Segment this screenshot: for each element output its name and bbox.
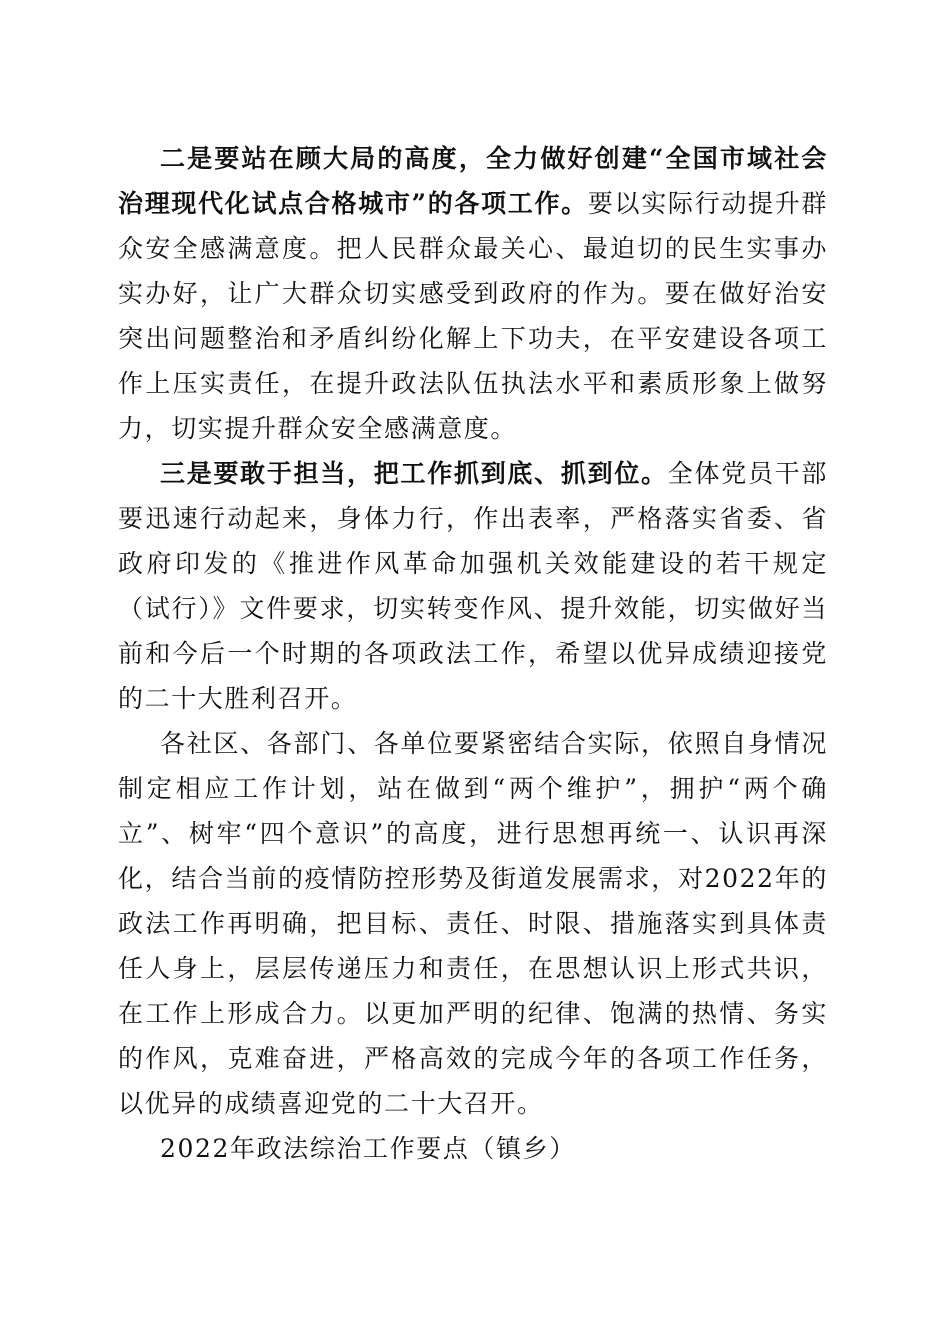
paragraph-4 (118, 721, 828, 1126)
paragraph-body: 全体党员干部要迅速行动起来，身体力行，作出表率，严格落实省委、省政府印发的《推进作风革命加强机关效能建设的若干规定（试行）》文件要求，切实转变作风、提升效能，切实做好当前和今后一个时期的各项政法工作，希望以优异成绩迎接党的二十大胜利召开。 (118, 459, 828, 713)
paragraph-3 (118, 451, 828, 721)
paragraph-lead: 二是要站在顾大局的高度，全力做好创建“全国市域社会治理现代化试点合格城市”的各项工作。 (118, 144, 828, 218)
paragraph-2 (118, 136, 828, 451)
section-title: 2022年政法综治工作要点（镇乡） (160, 1134, 576, 1163)
paragraph-lead: 三是要敢于担当，把工作抓到底、抓到位。 (160, 459, 668, 488)
paragraph-body: 要以实际行动提升群众安全感满意度。把人民群众最关心、最迫切的民生实事办实办好，让广大群众切实感受到政府的作为。要在做好治安突出问题整治和矛盾纠纷化解上下功夫，在平安建设各项工作上压实责任，在提升政法队伍执法水平和素质形象上做努力，切实提升群众安全感满意度。 (118, 189, 829, 443)
document-page (118, 136, 828, 1171)
paragraph-body: 各社区、各部门、各单位要紧密结合实际，依照自身情况制定相应工作计划，站在做到“两个维护”，拥护“两个确立”、树牢“四个意识”的高度，进行思想再统一、认识再深化，结合当前的疫情防控形势及街道发展需求，对2022年的政法工作再明确，把目标、责任、时限、措施落实到具体责任人身上，层层传递压力和责任，在思想认识上形式共识，在工作上形成合力。以更加严明的纪律、饱满的热情、务实的作风，克难奋进，严格高效的完成今年的各项工作任务，以优异的成绩喜迎党的二十大召开。 (118, 729, 828, 1118)
